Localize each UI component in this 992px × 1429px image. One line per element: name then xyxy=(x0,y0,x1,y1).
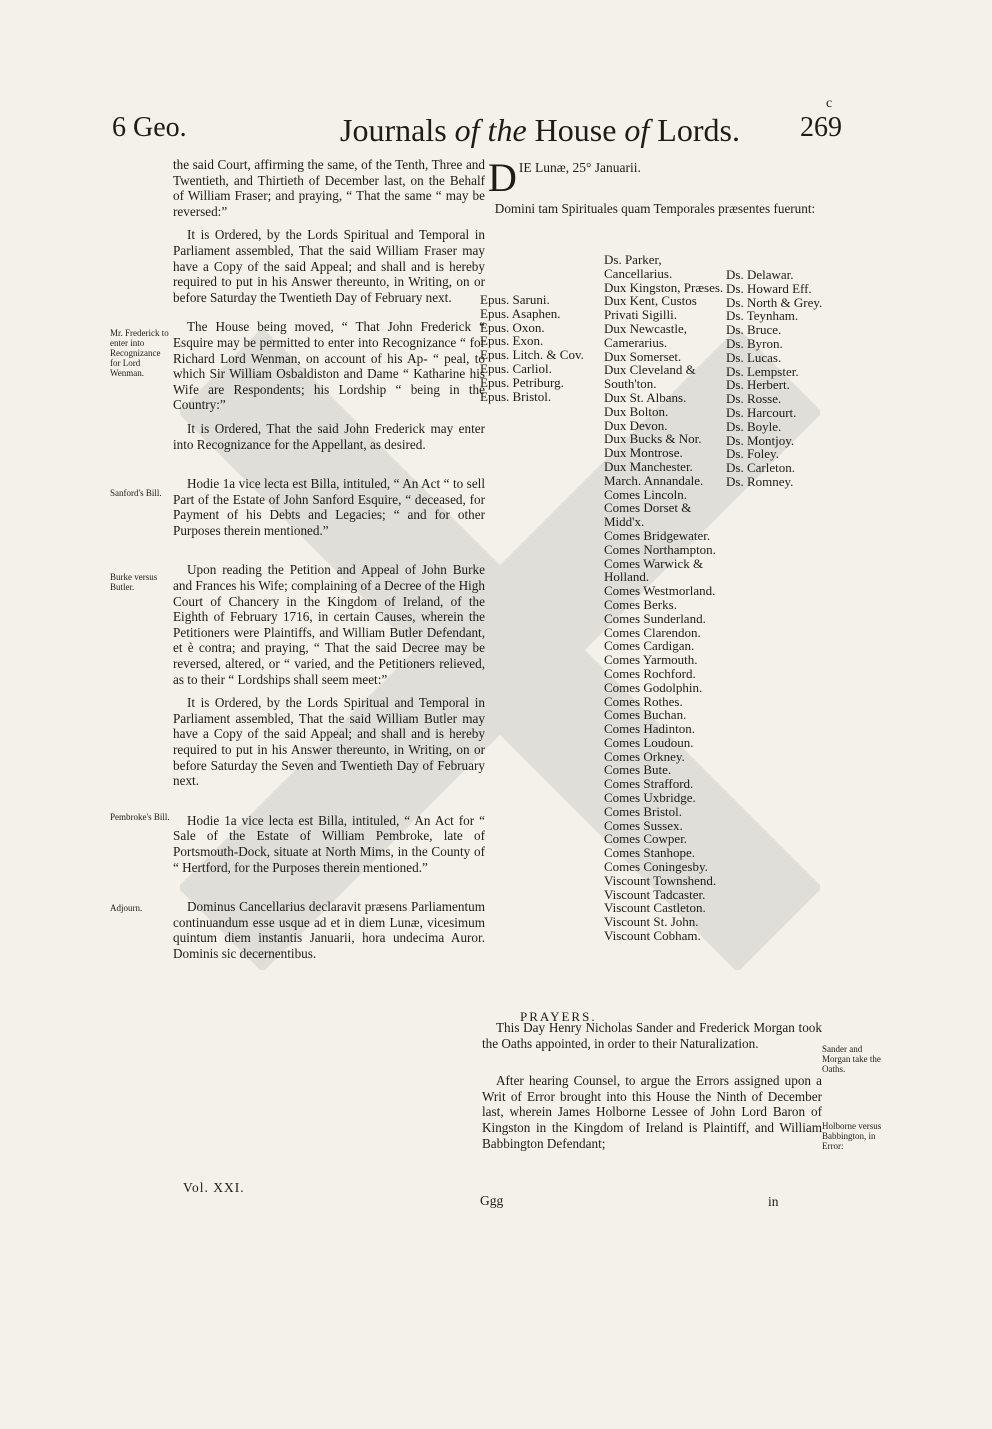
noble-entry: Comes Buchan. xyxy=(604,707,687,723)
bishop-entry: Epus. Carliol. xyxy=(480,360,552,376)
paragraph-fraser-order: It is Ordered, by the Lords Spiritual and Temporal in Parliament assembled, That the said William Fraser may have a Copy of the said Appeal; and shall and is hereby required to put in his Answer thereunto, in Writing, on or before Saturday the Twentieth Day of February next. xyxy=(173,227,485,305)
noble-entry: Dux St. Albans. xyxy=(604,389,687,405)
page-number: 269 xyxy=(800,112,842,143)
noble-entry: Viscount Cobham. xyxy=(604,928,701,944)
noble-entry: Comes Berks. xyxy=(604,596,677,612)
signature-mark: Ggg xyxy=(480,1193,504,1208)
baron-entry: Ds. Herbert. xyxy=(726,377,790,393)
noble-entry: March. Annandale. xyxy=(604,472,704,488)
baron-entry: Ds. Teynham. xyxy=(726,308,799,324)
noble-entry: Dux Newcastle, Camerarius. xyxy=(604,320,688,350)
paragraph-pembroke-bill: Hodie 1a vice lecta est Billa, intituled, “ An Act for “ Sale of the Estate of William Pembroke, late of Portsmouth-Dock, situate at North Mims, in the County of “ Hertford, for the Purposes therein mentioned.” xyxy=(173,812,485,875)
noble-entry: Comes Lincoln. xyxy=(604,486,688,502)
noble-entry: Dux Kent, Custos Privati Sigilli. xyxy=(604,293,697,323)
baron-entry: Ds. Montjoy. xyxy=(726,432,795,448)
baron-entry: Ds. Harcourt. xyxy=(726,404,797,420)
noble-entry: Comes Loudoun. xyxy=(604,734,694,750)
noble-entry: Viscount Tadcaster. xyxy=(604,886,706,902)
baron-entry: Ds. Delawar. xyxy=(726,267,794,282)
margin-note-adjourn: Adjourn. xyxy=(110,903,143,913)
noble-entry: Comes Westmorland. xyxy=(604,583,716,599)
noble-entry: Comes Coningesby. xyxy=(604,859,708,875)
noble-entry: Comes Bridgewater. xyxy=(604,527,711,543)
noble-entry: Comes Stanhope. xyxy=(604,845,695,861)
bishop-entry: Epus. Exon. xyxy=(480,333,544,349)
paragraph-sanford-bill: Hodie 1a vice lecta est Billa, intituled, “ An Act “ to sell Part of the Estate of John Sanford Esquire, “ deceased, for Payment of his Debts and Legacies; “ and for other Purposes therein mentioned.” xyxy=(173,476,485,538)
bishop-entry: Epus. Litch. & Cov. xyxy=(480,347,584,363)
noble-entry: Comes Sussex. xyxy=(604,817,683,833)
header-word-journals: Journals xyxy=(340,112,447,148)
date-heading xyxy=(488,155,641,200)
noble-entry: Comes Dorset & Midd'x. xyxy=(604,500,692,530)
noble-entry: Comes Bute. xyxy=(604,762,672,778)
noble-entry: Ds. Parker, Cancellarius. xyxy=(604,252,673,281)
noble-entry: Dux Bolton. xyxy=(604,403,669,419)
noble-entry: Comes Bristol. xyxy=(604,803,683,819)
margin-note-sanford: Sanford's Bill. xyxy=(110,488,162,498)
right-column xyxy=(482,1020,822,1159)
baron-entry: Ds. Byron. xyxy=(726,335,783,351)
noble-entry: Viscount Townshend. xyxy=(604,872,717,888)
date-text: IE Lunæ, 25° Januarii. xyxy=(518,160,641,175)
noble-entry: Comes Hadinton. xyxy=(604,721,695,737)
paragraph-frederick: The House being moved, “ That John Frederick “ Esquire may be permitted to enter into Recognizance “ for Richard Lord Wenman, on account of his Ap- “ peal, to which Sir William Osbaldiston and Dame “ Katharine his Wife are Respondents; his Lordship “ being in the Country:” xyxy=(173,319,485,413)
volume-number: Vol. XXI. xyxy=(183,1180,245,1195)
catchword: in xyxy=(768,1194,779,1209)
noble-entry: Dux Cleveland & South'ton. xyxy=(604,362,696,392)
paragraph-frederick-order: It is Ordered, That the said John Frederick may enter into Recognizance for the Appellant, as desired. xyxy=(173,420,485,452)
paragraph-fraser: the said Court, affirming the same, of the Tenth, Three and Twentieth, and Thirtieth of December last, on the Behalf of William Fraser; and praying, “ That the same “ may be reversed:” xyxy=(173,157,485,219)
bishop-entry: Epus. Bristol. xyxy=(480,388,552,404)
header-word-of-the: of the xyxy=(454,112,527,148)
noble-entry: Comes Godolphin. xyxy=(604,679,703,695)
bishops-list xyxy=(480,293,590,403)
margin-note-holborne: Holborne versus Babbington, in Error: xyxy=(822,1121,882,1151)
bishop-entry: Epus. Petriburg. xyxy=(480,374,564,390)
bishop-entry: Epus. Saruni. xyxy=(480,292,550,307)
baron-entry: Ds. Lempster. xyxy=(726,363,799,379)
noble-entry: Viscount Castleton. xyxy=(604,900,706,916)
baron-entry: Ds. Howard Eff. xyxy=(726,280,812,296)
noble-entry: Comes Uxbridge. xyxy=(604,790,696,806)
paragraph-sander-morgan: This Day Henry Nicholas Sander and Frederick Morgan took the Oaths appointed, in order to their Naturalization. xyxy=(482,1020,822,1051)
barons-list xyxy=(726,268,836,489)
margin-note-frederick: Mr. Frederick to enter into Recognizance for Lord Wenman. xyxy=(110,328,169,378)
drop-cap: D xyxy=(488,155,517,200)
margin-note-sander: Sander and Morgan take the Oaths. xyxy=(822,1044,881,1074)
margin-note-pembroke: Pembroke's Bill. xyxy=(110,812,170,822)
noble-entry: Dux Bucks & Nor. xyxy=(604,431,702,447)
paragraph-holborne: After hearing Counsel, to argue the Errors assigned upon a Writ of Error brought into this House the Ninth of December last, wherein James Holborne Lessee of John Lord Baron of Kingston in the Kingdom of Ireland is Plaintiff, and William Babbington Defendant; xyxy=(482,1073,822,1151)
header-word-of: of xyxy=(624,112,650,148)
noble-entry: Comes Orkney. xyxy=(604,748,685,764)
baron-entry: Ds. Rosse. xyxy=(726,391,782,407)
header-title xyxy=(340,112,740,149)
baron-entry: Ds. North & Grey. xyxy=(726,294,823,310)
baron-entry: Ds. Boyle. xyxy=(726,418,782,434)
noble-entry: Dux Manchester. xyxy=(604,458,693,474)
noble-entry: Comes Clarendon. xyxy=(604,624,701,640)
header-left: 6 Geo. xyxy=(112,112,187,143)
noble-entry: Comes Northampton. xyxy=(604,541,716,557)
noble-entry: Dux Kingston, Præses. xyxy=(604,279,724,295)
noble-entry: Dux Montrose. xyxy=(604,445,683,461)
header-word-house: House xyxy=(534,112,617,148)
noble-entry: Dux Somerset. xyxy=(604,348,682,364)
paragraph-adjourn: Dominus Cancellarius declaravit præsens Parliamentum continuandum esse usque ad et in diem Lunæ, vicesimum quintum diem instantis Januarii, hora undecima Auror. Dominis sic decernentibus. xyxy=(173,899,485,961)
noble-entry: Comes Sunderland. xyxy=(604,610,706,626)
baron-entry: Ds. Bruce. xyxy=(726,322,782,338)
noble-entry: Comes Rothes. xyxy=(604,693,683,709)
baron-entry: Ds. Carleton. xyxy=(726,460,795,476)
noble-entry: Comes Cardigan. xyxy=(604,638,695,654)
left-column xyxy=(173,157,485,970)
noble-entry: Comes Rochford. xyxy=(604,665,696,681)
noble-entry: Dux Devon. xyxy=(604,417,668,433)
nobles-list xyxy=(604,253,729,943)
paragraph-butler-order: It is Ordered, by the Lords Spiritual and Temporal in Parliament assembled, That the said William Butler may have a Copy of the said Appeal; and shall and is hereby required to put in his Answer thereunto, in Writing, on or before Saturday the Seven and Twentieth Day of February next. xyxy=(173,695,485,789)
baron-entry: Ds. Lucas. xyxy=(726,349,782,365)
noble-entry: Comes Strafford. xyxy=(604,776,694,792)
prayers-heading: PRAYERS. xyxy=(520,1009,597,1024)
top-mark: c xyxy=(826,96,833,111)
noble-entry: Viscount St. John. xyxy=(604,914,699,930)
baron-entry: Ds. Romney. xyxy=(726,473,794,489)
margin-note-burke: Burke versus Butler. xyxy=(110,572,158,592)
noble-entry: Comes Yarmouth. xyxy=(604,652,698,668)
noble-entry: Comes Cowper. xyxy=(604,831,688,847)
paragraph-burke-petition: Upon reading the Petition and Appeal of John Burke and Frances his Wife; complaining of a Decree of the High Court of Chancery in the Kingdom of Ireland, of the Eighth of February 1716, in certain Causes, wherein the Petitioners were Plaintiffs, and William Butler Defendant, et è contra; and praying, “ That the said Decree may be reversed, altered, or “ varied, and the Petitioners relieved, as to their “ Lordships shall seem meet:” xyxy=(173,562,485,687)
header-word-lords: Lords. xyxy=(657,112,740,148)
attendance-heading: Domini tam Spirituales quam Temporales præsentes fuerunt: xyxy=(494,201,816,216)
noble-entry: Comes Warwick & Holland. xyxy=(604,555,704,585)
bishop-entry: Epus. Oxon. xyxy=(480,319,545,335)
bishop-entry: Epus. Asaphen. xyxy=(480,305,561,321)
baron-entry: Ds. Foley. xyxy=(726,446,779,462)
